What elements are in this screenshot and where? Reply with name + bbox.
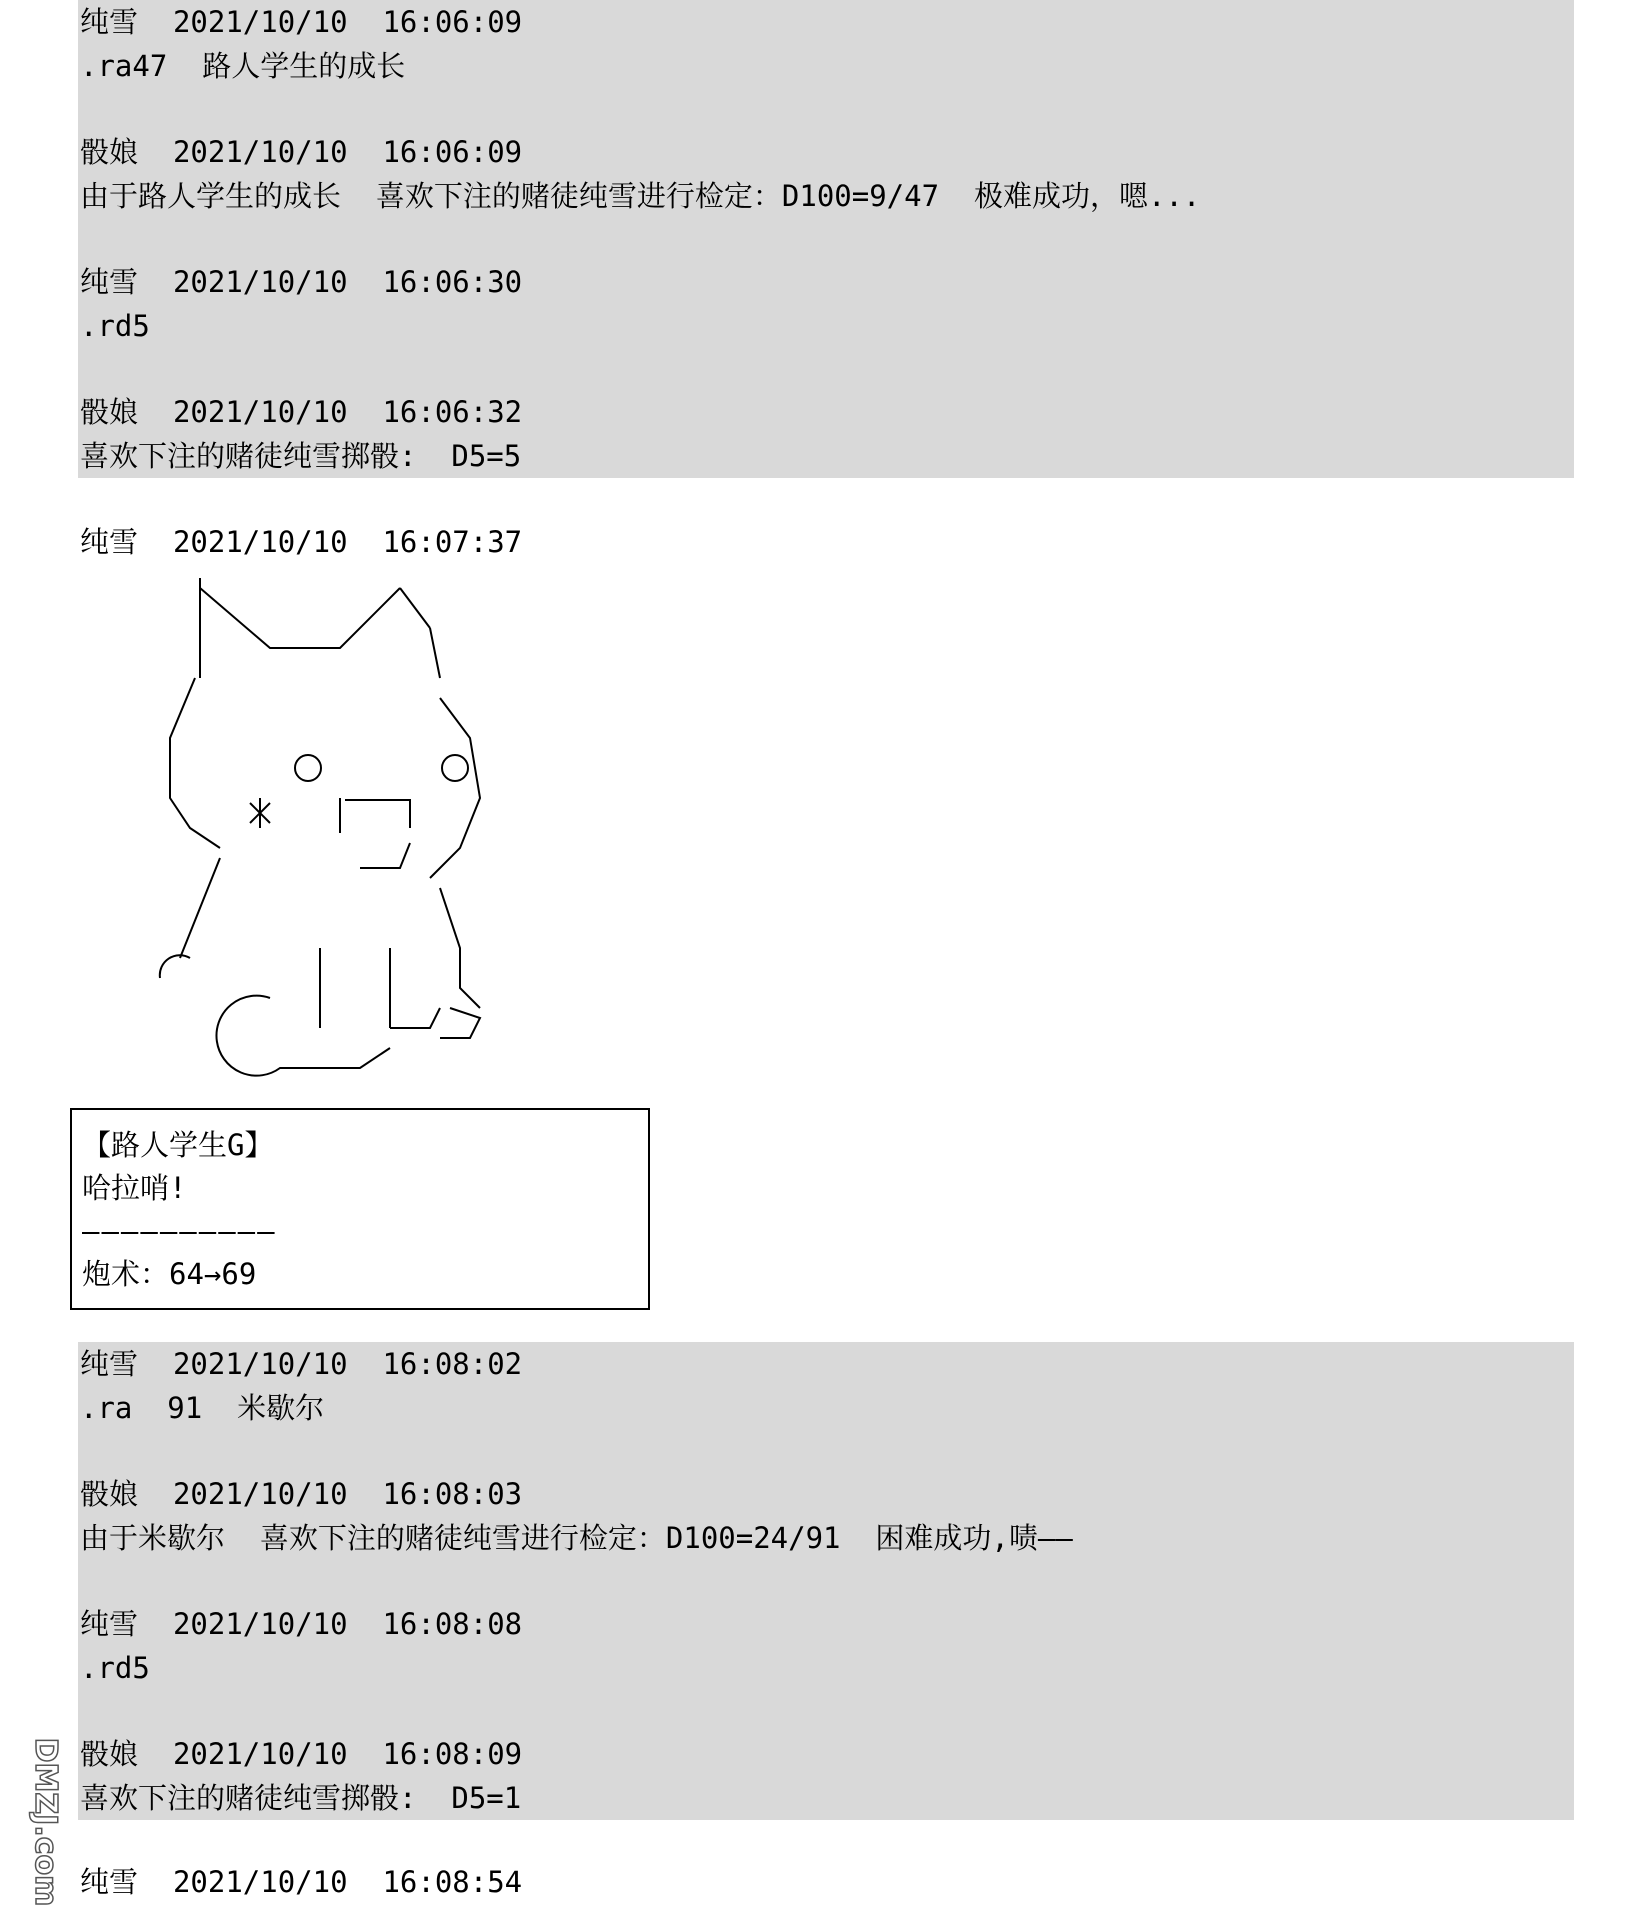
- log-entry: [80, 1602, 1574, 1690]
- entry-header: 骰娘 2021/10/10 16:08:09: [80, 1737, 523, 1771]
- log-entry: [80, 130, 1574, 218]
- entry-header: 骰娘 2021/10/10 16:06:32: [80, 395, 523, 429]
- entry-text: 喜欢下注的赌徒纯雪掷骰: D5=1: [80, 1781, 522, 1815]
- stat-change: 炮术：64→69: [82, 1257, 257, 1291]
- log-entry: [80, 0, 1574, 88]
- entry-header: 骰娘 2021/10/10 16:08:03: [80, 1477, 523, 1511]
- entry-text: 由于路人学生的成长 喜欢下注的赌徒纯雪进行检定：D100=9/47 极难成功，嗯...: [80, 179, 1201, 213]
- entry-text: .ra 91 米歇尔: [80, 1391, 325, 1425]
- entry-text: .rd5: [80, 309, 150, 343]
- last-header: 纯雪 2021/10/10 16:08:54: [80, 1865, 523, 1899]
- cat-drawing: [100, 568, 540, 1108]
- character-stat-box: [70, 1108, 650, 1310]
- log-block-2: [78, 1342, 1574, 1820]
- entry-header: 骰娘 2021/10/10 16:06:09: [80, 135, 523, 169]
- entry-text: .rd5: [80, 1651, 150, 1685]
- character-name: 【路人学生G】: [82, 1128, 274, 1162]
- entry-header: 纯雪 2021/10/10 16:08:08: [80, 1607, 523, 1641]
- site-logo-icon: [14, 1737, 63, 1907]
- character-quote: 哈拉哨!: [82, 1171, 187, 1205]
- log-entry: [80, 1342, 1574, 1430]
- log-entry: [80, 260, 1574, 348]
- entry-header: 纯雪 2021/10/10 16:06:09: [80, 5, 523, 39]
- entry-text: 喜欢下注的赌徒纯雪掷骰: D5=5: [80, 439, 522, 473]
- watermark-logo: [14, 1737, 63, 1907]
- svg-text:DMZJ.com: DMZJ.com: [28, 1737, 63, 1907]
- log-block-1: [78, 0, 1574, 478]
- log-entry: [80, 1732, 1574, 1820]
- cat-ascii-art: [100, 568, 540, 1108]
- log-entry: [80, 390, 1574, 478]
- entry-header: 纯雪 2021/10/10 16:06:30: [80, 265, 523, 299]
- log-entry: [80, 1472, 1574, 1560]
- entry-text: .ra47 路人学生的成长: [80, 49, 406, 83]
- art-header: 纯雪 2021/10/10 16:07:37: [80, 525, 523, 559]
- stat-divider: ——————————: [82, 1214, 277, 1248]
- entry-text: 由于米歇尔 喜欢下注的赌徒纯雪进行检定：D100=24/91 困难成功,啧——: [80, 1521, 1073, 1555]
- entry-header: 纯雪 2021/10/10 16:08:02: [80, 1347, 523, 1381]
